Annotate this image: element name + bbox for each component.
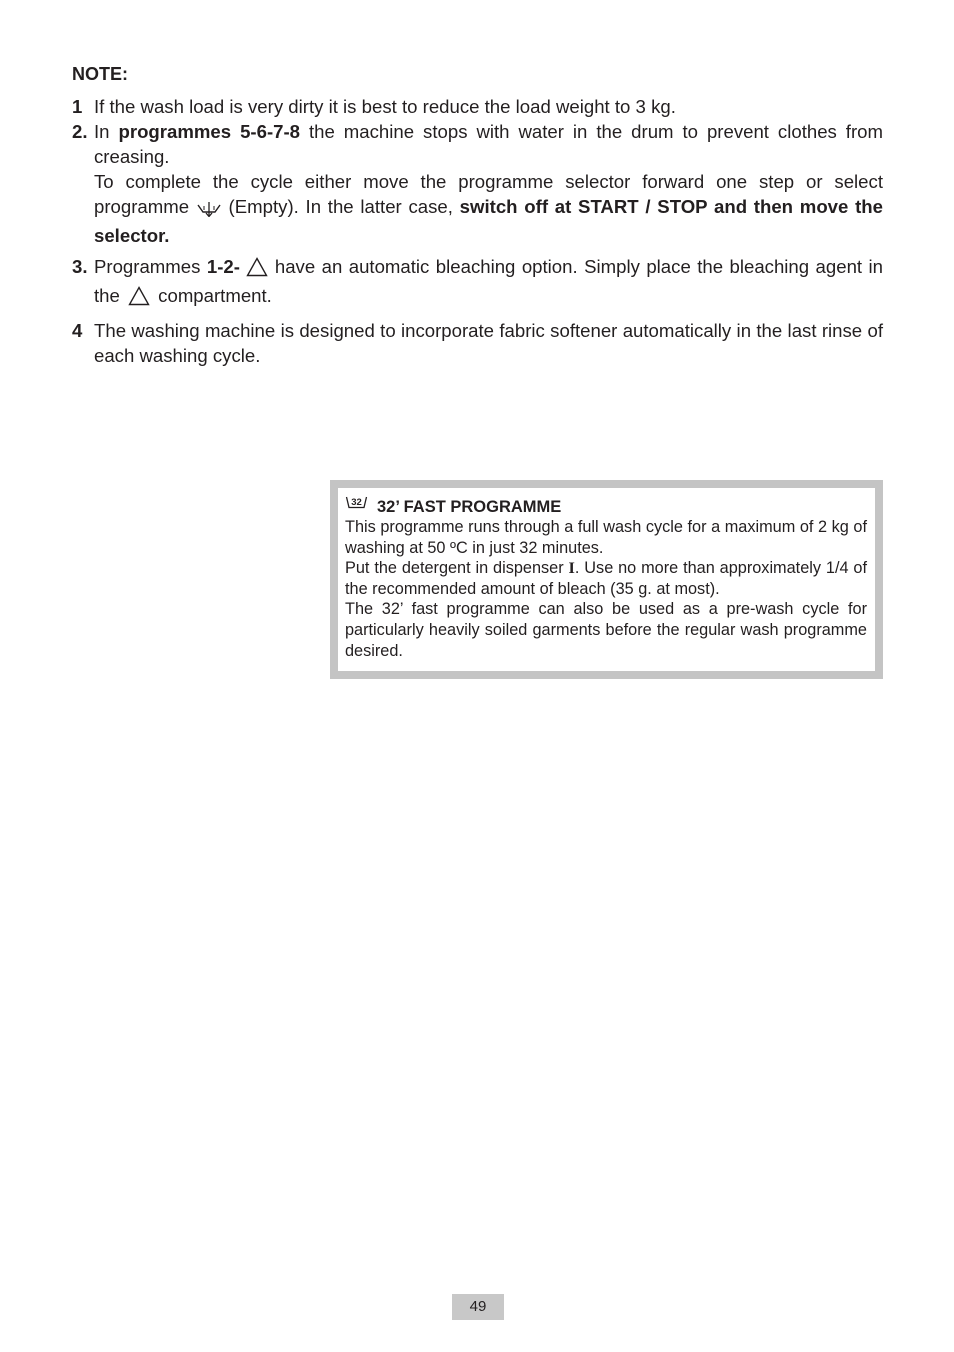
note-number: 3. [72, 256, 88, 277]
note-item-1 [72, 94, 883, 119]
note-heading: NOTE: [72, 64, 128, 84]
fast-programme-box [330, 480, 883, 679]
fast-programme-header [345, 497, 867, 517]
note-list [72, 94, 883, 374]
bleach-triangle-icon [246, 257, 268, 283]
note-item-2 [72, 119, 883, 248]
bleach-triangle-icon [125, 286, 153, 312]
fast-programme-icon [345, 495, 369, 519]
fast-programme-icon-label: 32 [351, 497, 362, 509]
dispenser-symbol: I [568, 558, 575, 578]
fast-programme-title: 32’ FAST PROGRAMME [377, 497, 562, 516]
fast-programme-paragraph-3: The 32’ fast programme can also be used as a pre-wash cycle for particularly heavily soiled garments before the regular wash programme desired. [345, 600, 867, 660]
drain-empty-icon [196, 197, 222, 223]
note-number: 2. [72, 121, 88, 142]
note-item-3 [72, 254, 883, 312]
note-text-continued: To complete the cycle either move the programme selector forward one step or select programme (Empty). In the latter case, switch off at START / STOP and then move the selector. [94, 171, 883, 246]
note-text: Programmes 1-2- have an automatic bleaching option. Simply place the bleaching agent in the compartment. [94, 254, 883, 312]
fast-programme-paragraph-1: This programme runs through a full wash cycle for a maximum of 2 kg of washing at 50 ºC in just 32 minutes. [345, 518, 867, 557]
page-number: 49 [452, 1294, 504, 1320]
note-item-4 [72, 318, 883, 368]
note-text: The washing machine is designed to incorporate fabric softener automatically in the last rinse of each washing cycle. [94, 320, 883, 366]
note-text: In programmes 5-6-7-8 the machine stops with water in the drum to prevent clothes from creasing. [94, 121, 883, 167]
fast-programme-paragraph-2: Put the detergent in dispenser I. Use no more than approximately 1/4 of the recommended amount of bleach (35 g. at most). [345, 558, 867, 598]
note-number: 1 [72, 96, 83, 117]
note-text: If the wash load is very dirty it is best to reduce the load weight to 3 kg. [94, 96, 676, 117]
fast-programme-content [338, 488, 875, 671]
note-number: 4 [72, 320, 83, 341]
